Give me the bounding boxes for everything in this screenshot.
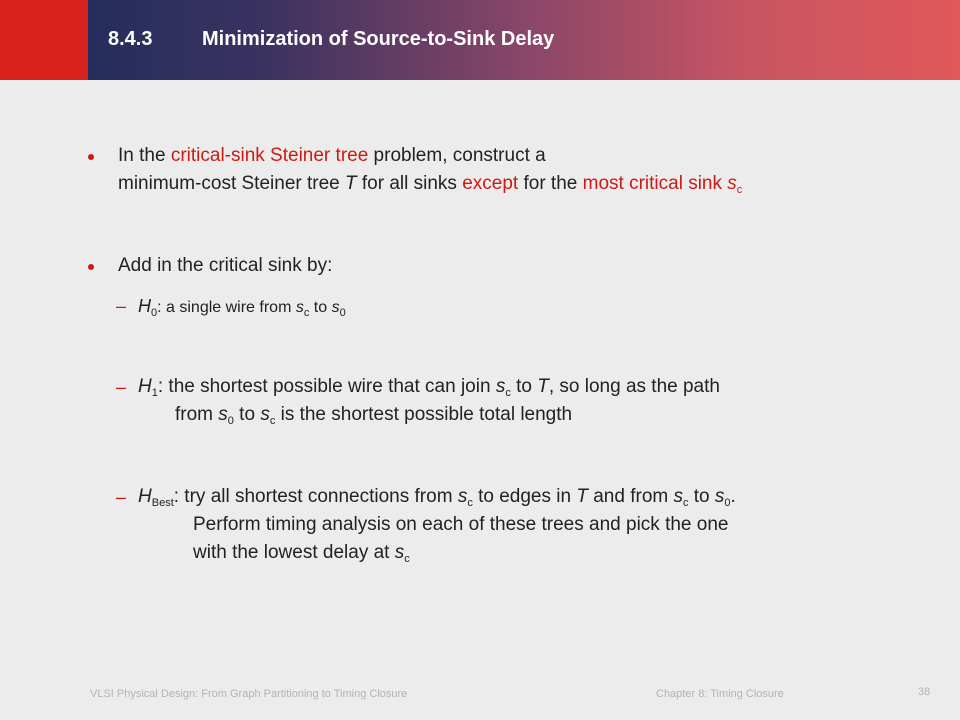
text: : the shortest possible wire that can join: [157, 376, 496, 397]
subscript: c: [303, 307, 310, 319]
var-T: T: [537, 376, 549, 397]
subscript: c: [467, 497, 473, 509]
var-T: T: [345, 173, 357, 194]
hbest-line3: [193, 541, 410, 565]
h0-line: [138, 294, 346, 320]
subscript: c: [404, 553, 410, 565]
bullet2-text: Add in the critical sink by:: [118, 255, 333, 276]
subscript: 0: [339, 307, 346, 319]
var-H: H: [138, 376, 152, 397]
h1-line1: [138, 375, 720, 399]
text: from: [175, 404, 219, 425]
text: : a single wire from: [157, 299, 296, 316]
highlight-critical-sink: most critical sink: [582, 173, 728, 194]
text: to: [510, 376, 538, 397]
text: to: [233, 404, 261, 425]
footer-chapter: Chapter 8: Timing Closure: [656, 688, 784, 700]
text: minimum-cost Steiner tree: [118, 173, 346, 194]
bullet-dot: [88, 264, 94, 270]
hbest-line1: [138, 485, 736, 509]
subscript: c: [269, 415, 276, 427]
text: and from: [587, 486, 674, 507]
text: to edges in: [472, 486, 577, 507]
dash-bullet: –: [116, 487, 127, 507]
var-s: s: [295, 299, 304, 316]
footer-book-title: VLSI Physical Design: From Graph Partitioning to Timing Closure: [90, 688, 408, 700]
dash-bullet: –: [116, 377, 127, 397]
subscript: c: [736, 184, 743, 196]
slide-title: Minimization of Source-to-Sink Delay: [202, 28, 555, 50]
text: to: [309, 299, 332, 316]
subscript: Best: [151, 497, 174, 509]
subscript: 0: [151, 307, 158, 319]
var-s: s: [727, 173, 737, 194]
bullet-dot: [88, 154, 94, 160]
text: .: [730, 486, 736, 507]
var-s: s: [714, 486, 725, 507]
var-s: s: [673, 486, 683, 507]
var-s: s: [495, 376, 506, 397]
bullet1-line2: [118, 172, 742, 196]
text: with the lowest delay at: [193, 542, 395, 563]
text: is the shortest possible total length: [275, 404, 573, 425]
subscript: 0: [227, 415, 234, 427]
var-s: s: [394, 542, 405, 563]
subscript: 0: [724, 497, 731, 509]
text: : try all shortest connections from: [173, 486, 458, 507]
dash-bullet: –: [116, 296, 127, 316]
subscript: 1: [151, 387, 158, 399]
hbest-line2: Perform timing analysis on each of these trees and pick the one: [193, 514, 729, 535]
var-s: s: [457, 486, 468, 507]
bullet1-line1: [118, 144, 546, 168]
page-number: 38: [918, 686, 931, 698]
text: In the: [118, 145, 171, 166]
text: for all sinks: [356, 173, 463, 194]
text: problem, construct a: [368, 145, 546, 166]
highlight-term: critical-sink Steiner tree: [170, 145, 369, 166]
h1-line2: [175, 403, 572, 427]
var-H: H: [138, 486, 152, 507]
text: to: [688, 486, 715, 507]
text: for the: [518, 173, 583, 194]
var-s: s: [331, 299, 340, 316]
subscript: c: [505, 387, 511, 399]
var-s: s: [218, 404, 228, 425]
var-T: T: [576, 486, 588, 507]
text: , so long as the path: [548, 376, 720, 397]
highlight-except: except: [462, 173, 519, 194]
section-number: 8.4.3: [108, 28, 153, 50]
var-H: H: [138, 296, 151, 316]
subscript: c: [683, 497, 689, 509]
var-s: s: [260, 404, 270, 425]
